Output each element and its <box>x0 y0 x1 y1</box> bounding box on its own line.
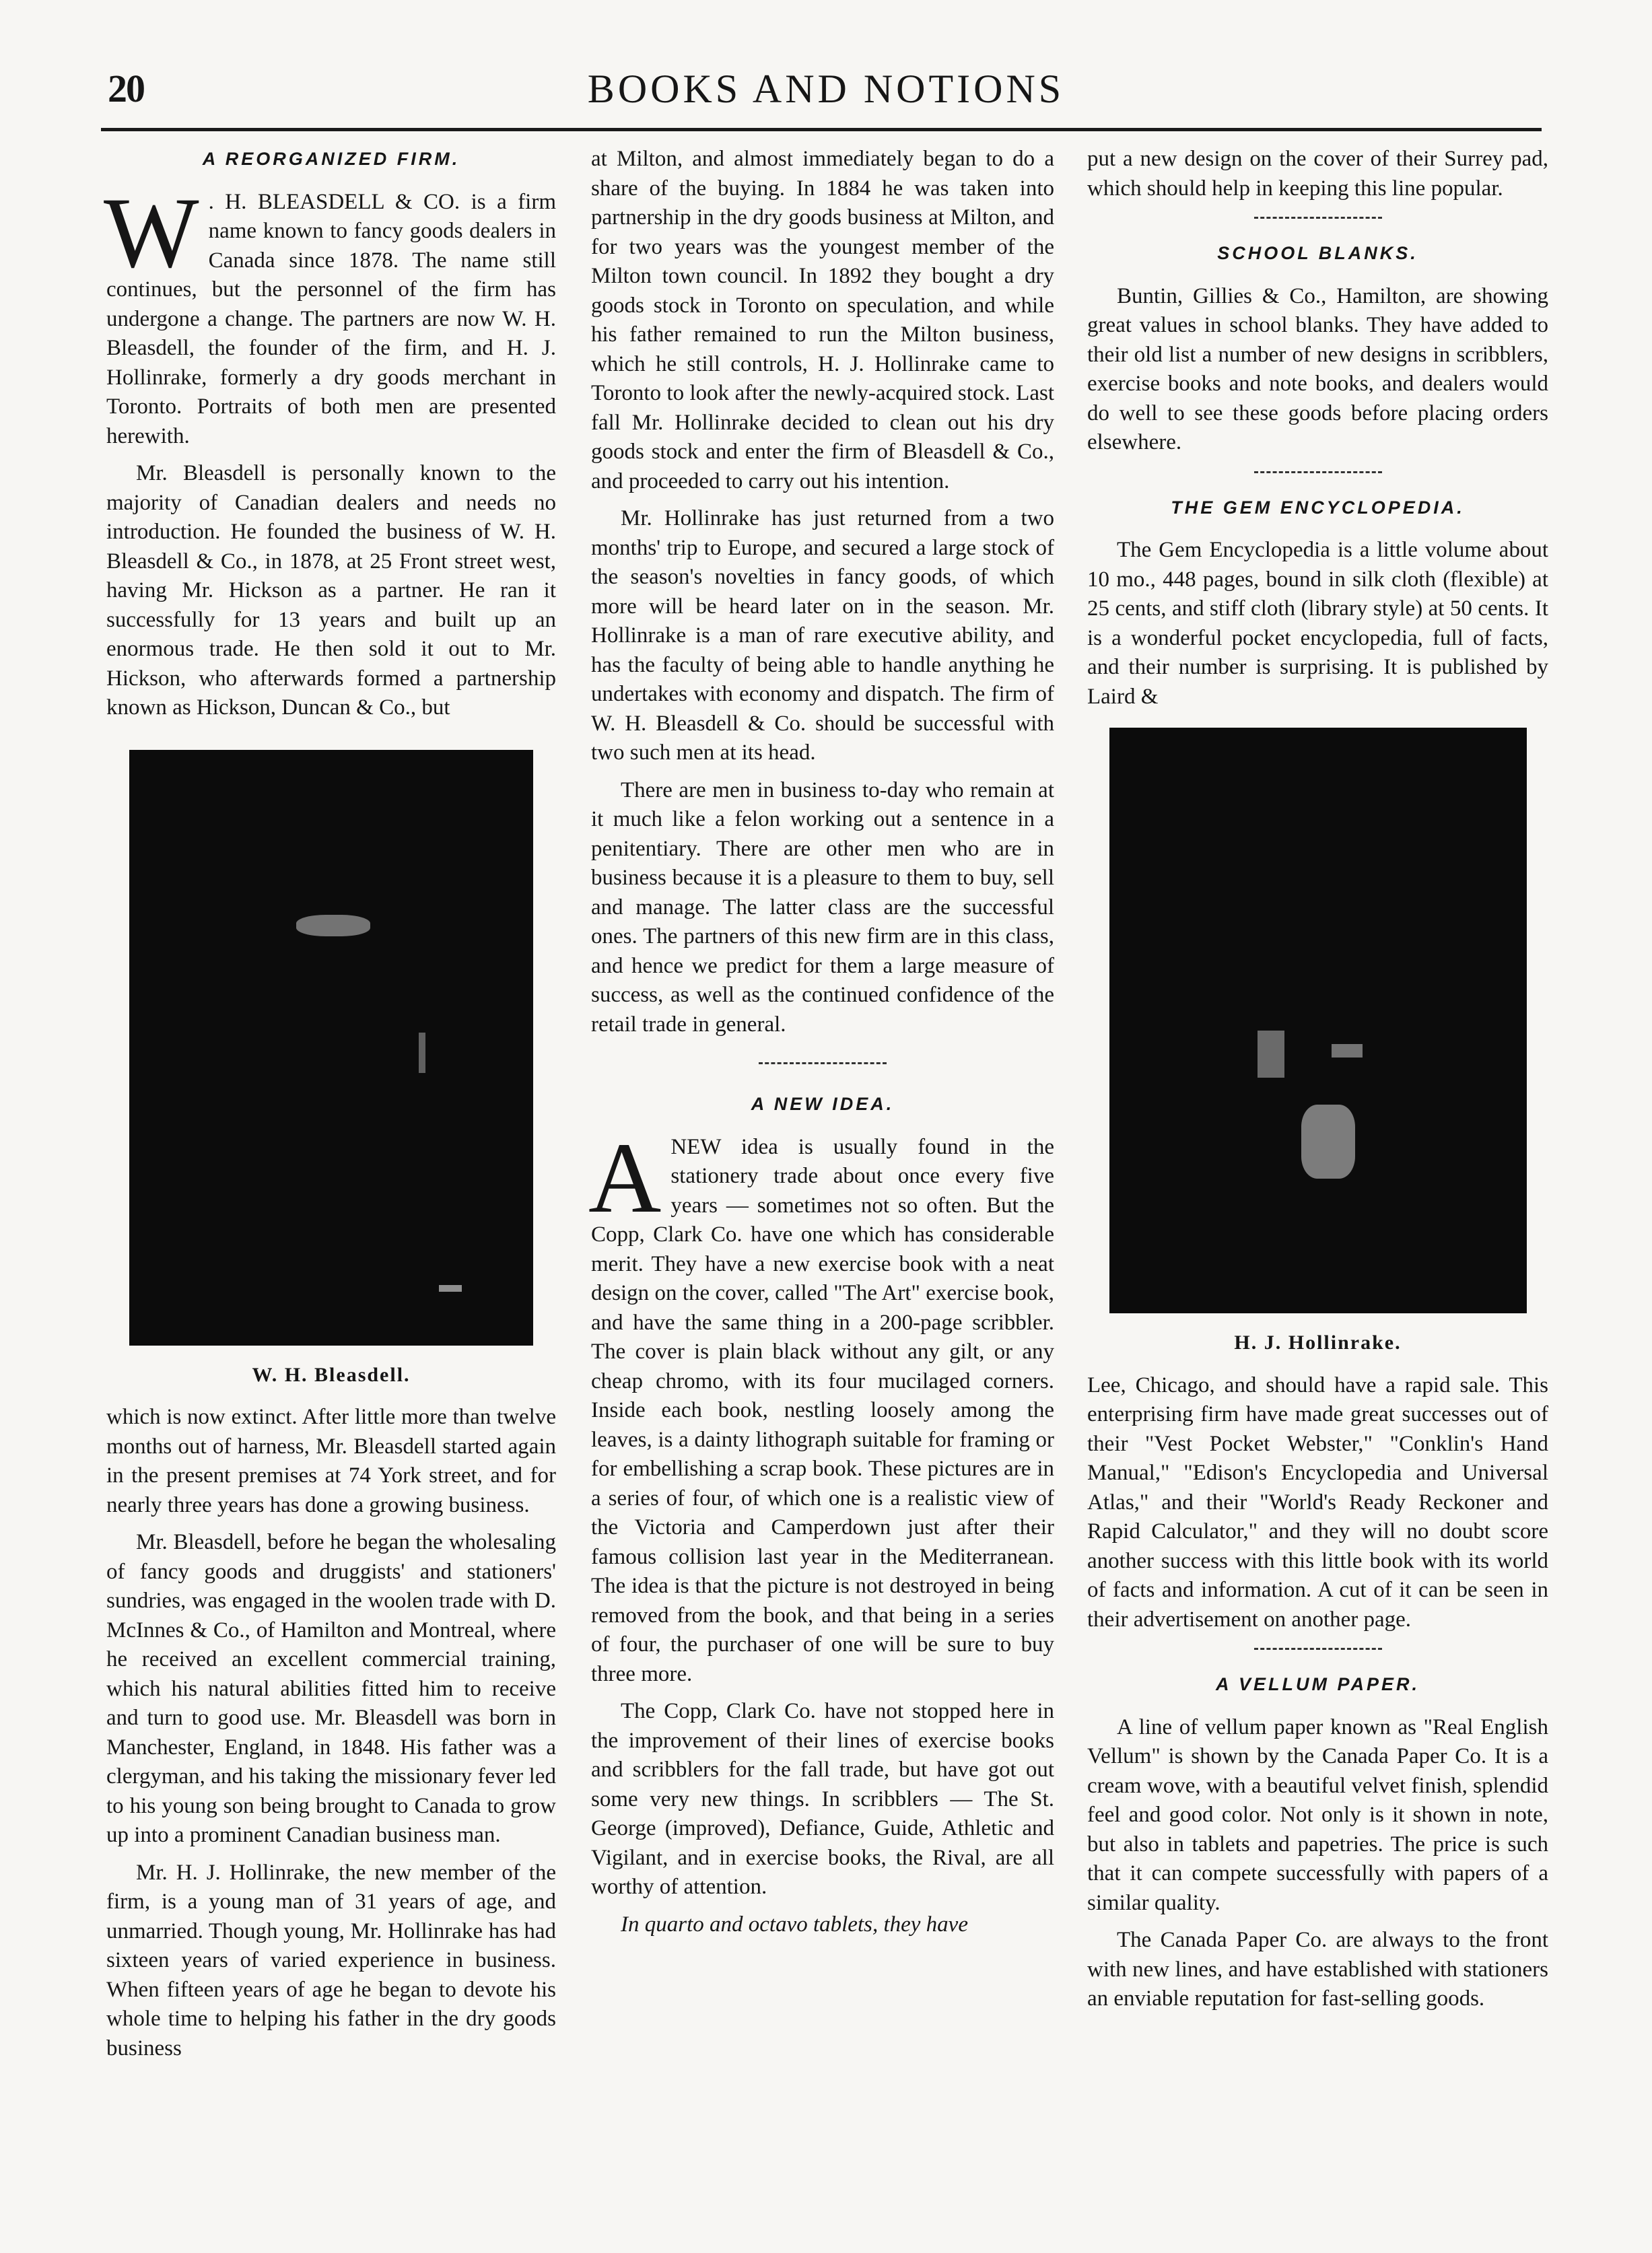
section-divider <box>1254 217 1382 219</box>
section-title-new-idea: A NEW IDEA. <box>751 1094 895 1114</box>
page-number: 20 <box>108 67 144 110</box>
article-paragraph: The Canada Paper Co. are always to the front with new lines, and have established with stationers an enviable reputation for fast-selling goods. <box>1087 1928 1548 2011</box>
portrait-caption: W. H. Bleasdell. <box>252 1363 411 1386</box>
article-paragraph: Mr. Bleasdell, before he began the wholesaling of fancy goods and druggists' and stationers' sundries, was engaged in the woolen trade with D. McInnes & Co., of Hamilton and Montreal, where he received an excellent commercial training, which his natural abilities fitted him to receive and turn to good use. Mr. Bleasdell was born in Manchester, England, in 1848. His father was a clergyman, and his taking the missionary fever led to his young son being brought to Canada to grow up into a prominent Canadian business man. <box>106 1530 556 1847</box>
article-paragraph: Mr. H. J. Hollinrake, the new member of the firm, is a young man of 31 years of age, and unmarried. Though young, Mr. Hollinrake has had sixteen years of varied experience in business. When fifteen years of age he began to devote his whole time to helping his father in the dry goods business <box>106 1860 556 2060</box>
running-head: BOOKS AND NOTIONS <box>587 67 1065 111</box>
article-paragraph: Mr. Hollinrake has just returned from a two months' trip to Europe, and secured a large stock of the season's novelties in fancy goods, of which more will be heard later on in the season. Mr. Hollinrake is a man of rare executive ability, and has the faculty of being able to handle anything he undertakes with economy and dispatch. The firm of W. H. Bleasdell & Co. should be successful with two such men at its head. <box>591 506 1054 765</box>
portrait-caption: H. J. Hollinrake. <box>1234 1331 1402 1354</box>
article-paragraph: put a new design on the cover of their Surrey pad, which should help in keeping this line popular. <box>1087 147 1548 201</box>
portrait-highlight <box>439 1285 462 1292</box>
article-paragraph: Buntin, Gillies & Co., Hamilton, are showing great values in school blanks. They have added to their old list a number of new designs in scribblers, exercise books and note books, and dealers would do well to see these goods before placing orders elsewhere. <box>1087 283 1548 454</box>
article-paragraph: Lee, Chicago, and should have a rapid sale. This enterprising firm have made great successes out of their "Vest Pocket Webster," "Conklin's Hand Manual," "Edison's Encyclopedia and Universal Atlas," and their "World's Ready Reckoner and Rapid Calculator," and they will no doubt score another success with this little book with its world of facts and information. A cut of it can be seen in their advertisement on another page. <box>1087 1373 1548 1632</box>
section-title-reorganized-firm: A REORGANIZED FIRM. <box>202 149 460 169</box>
article-paragraph: Mr. Bleasdell is personally known to the majority of Canadian dealers and needs no introduction. He founded the business of W. H. Bleasdell & Co., in 1878, at 25 Front street west, having Mr. Hickson as a partner. He ran it successfully for 13 years and built up an enormous trade. He then sold it out to Mr. Hickson, who afterwards formed a partnership known as Hickson, Duncan & Co., but <box>106 461 556 720</box>
article-paragraph: W . H. BLEASDELL & CO. is a firm name known to fancy goods dealers in Canada since 1878. The name still continues, but the personnel of the firm has undergone a change. The partners are now W. H. Bleasdell, the founder of the firm, and H. J. Hollinrake, formerly a dry goods merchant in Toronto. Portraits of both men are presented herewith. <box>104 176 556 448</box>
section-divider <box>759 1062 887 1064</box>
section-title-school-blanks: SCHOOL BLANKS. <box>1217 243 1418 263</box>
portrait-highlight <box>296 915 370 936</box>
portrait-highlight <box>1332 1044 1363 1058</box>
section-title-vellum-paper: A VELLUM PAPER. <box>1215 1674 1420 1694</box>
portrait-highlight <box>1301 1105 1355 1179</box>
portrait-bleasdell <box>129 750 533 1346</box>
article-paragraph: A line of vellum paper known as "Real English Vellum" is shown by the Canada Paper Co. It is a cream wove, with a beautiful velvet finish, splendid feel and good color. Not only is it shown in note, but also in tablets and papetries. The price is such that it can compete successfully with papers of a similar quality. <box>1087 1714 1548 1915</box>
drop-cap: W <box>104 176 199 289</box>
drop-cap: A <box>588 1121 662 1234</box>
portrait-hollinrake <box>1109 728 1527 1313</box>
article-paragraph: The Copp, Clark Co. have not stopped here in the improvement of their lines of exercise books and scribblers for the fall trade, but have got out some very new things. In scribblers — The St. George (improved), Defiance, Guide, Athletic and Vigilant, and in exercise books, the Rival, are all worthy of attention. <box>591 1699 1054 1899</box>
column-3 <box>1087 145 1548 2022</box>
article-paragraph: The Gem Encyclopedia is a little volume about 10 mo., 448 pages, bound in silk cloth (flexible) at 25 cents, and stiff cloth (library style) at 50 cents. It is a wonderful pocket encyclopedia, full of facts, and their number is surprising. It is published by Laird & <box>1087 538 1548 709</box>
section-divider <box>1254 1648 1382 1650</box>
article-paragraph: at Milton, and almost immediately began to do a share of the buying. In 1884 he was taken into partnership in the dry goods business at Milton, and for two years was the youngest member of the Milton town council. In 1892 they bought a dry goods stock in Toronto on speculation, and while his father remained to run the Milton business, which he still controls, H. J. Hollinrake came to Toronto to look after the newly-acquired stock. Last fall Mr. Hollinrake decided to clean out his dry goods stock and enter the firm of Bleasdell & Co., and proceeded to carry out his intention. <box>591 147 1054 493</box>
column-2 <box>588 145 1054 1947</box>
article-paragraph: ANEW idea is usually found in the stationery trade about once every five years — sometimes not so often. But the Copp, Clark Co. have one which has considerable merit. They have a new exercise book with a neat design on the cover, called "The Art" exercise book, and have the same thing in a 200-page scribbler. The cover is plain black without any gilt, or any cheap chromo, with its four mucilaged corners. Inside each book, nestling loosely among the leaves, is a dainty lithograph suitable for framing or for embellishing a scrap book. These pictures are in a series of four, of which one is a realistic view of the Victoria and Camperdown just after their famous collision last year in the Mediterranean. The idea is that the picture is not destroyed in being removed from the book, and that being in a series of four, the purchaser of one will be sure to buy three more. <box>588 1121 1054 1686</box>
section-title-gem-encyclopedia: THE GEM ENCYCLOPEDIA. <box>1171 497 1465 518</box>
article-paragraph: In quarto and octavo tablets, they have <box>621 1912 968 1937</box>
section-divider <box>1254 471 1382 473</box>
header-rule <box>101 128 1542 131</box>
portrait-highlight <box>419 1033 425 1073</box>
article-paragraph: There are men in business to-day who remain at it much like a felon working out a sentence in a penitentiary. There are other men who are in business because it is a pleasure to them to buy, sell and manage. The latter class are the successful ones. The partners of this new firm are in this class, and hence we predict for them a large measure of success, as well as the continued confidence of the retail trade in general. <box>591 777 1054 1037</box>
article-paragraph: which is now extinct. After little more than twelve months out of harness, Mr. Bleasdell started again in the present premises at 74 York street, and for nearly three years has done a growing business. <box>106 1405 556 1517</box>
portrait-highlight <box>1258 1031 1284 1078</box>
column-1 <box>106 145 556 2071</box>
